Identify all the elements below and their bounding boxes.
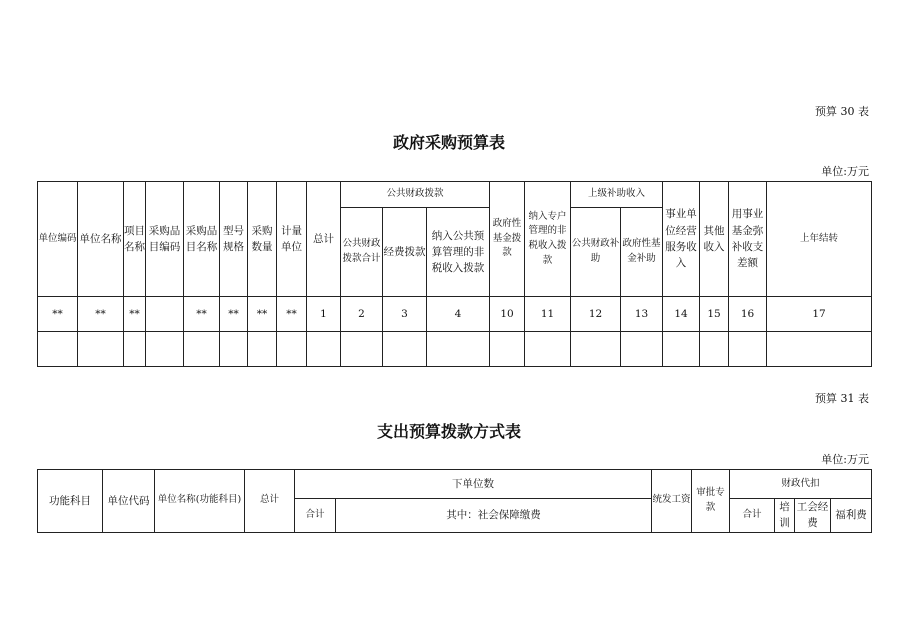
header-function-subject: 功能科目: [38, 470, 103, 533]
table-cell: **: [78, 297, 124, 332]
header-unit-name-2: 单位名称(功能科目): [155, 470, 245, 533]
table-cell: 3: [383, 297, 427, 332]
header-quantity: 采购数量: [248, 182, 277, 297]
table-cell: 4: [427, 297, 490, 332]
header-salary-payment: 统发工资: [652, 470, 692, 533]
table-cell: 1: [307, 297, 341, 332]
header-unit-code-2: 单位代码: [103, 470, 155, 533]
table-cell: [146, 297, 184, 332]
header-unit-code: 单位编码: [38, 182, 78, 297]
header-total: 总计: [307, 182, 341, 297]
unit-label-1: 单位:万元: [821, 165, 869, 178]
procurement-budget-table: [37, 181, 872, 367]
header-union-fund: 工会经费: [795, 499, 831, 533]
header-superior-gov-fund: 政府性基金补助: [621, 208, 663, 297]
header-social-security: 其中：社会保障缴费: [336, 499, 652, 533]
table-cell: **: [277, 297, 307, 332]
header-unit-name: 单位名称: [78, 182, 124, 297]
header-training: 培训: [775, 499, 795, 533]
table-cell: 16: [729, 297, 767, 332]
table-cell: 12: [571, 297, 621, 332]
header-carryover: 上年结转: [767, 182, 872, 297]
table-cell: 14: [663, 297, 700, 332]
table-30-label: 预算 30 表: [815, 105, 869, 118]
header-lower-unit-count: 下单位数: [295, 470, 652, 499]
table-cell: 13: [621, 297, 663, 332]
header-reserve-fund: 用事业基金弥补收支差额: [729, 182, 767, 297]
header-superior-subsidy: 上级补助收入: [571, 182, 663, 208]
header-project-name: 项目名称: [124, 182, 146, 297]
header-business-income: 事业单位经营服务收入: [663, 182, 700, 297]
header-funding-appropriation: 经费拨款: [383, 208, 427, 297]
header-superior-public-finance: 公共财政补助: [571, 208, 621, 297]
header-item-name: 采购品目名称: [184, 182, 220, 297]
table-cell: 10: [490, 297, 525, 332]
header-withholding-total: 合计: [730, 499, 775, 533]
table-cell: **: [248, 297, 277, 332]
header-special-account: 纳入专户管理的非税收入拨款: [525, 182, 571, 297]
page-title-procurement: 政府采购预算表: [392, 133, 505, 152]
header-measure-unit: 计量单位: [277, 182, 307, 297]
header-public-finance: 公共财政拨款: [341, 182, 490, 208]
expenditure-appropriation-table: [37, 469, 872, 533]
table-cell: 15: [700, 297, 729, 332]
header-non-tax-income: 纳入公共预算管理的非税收入拨款: [427, 208, 490, 297]
table-31-label: 预算 31 表: [815, 392, 869, 405]
header-subtotal: 合计: [295, 499, 336, 533]
header-special-approval: 审批专款: [692, 470, 730, 533]
table-row-empty: [38, 332, 872, 367]
table-cell: 11: [525, 297, 571, 332]
table-cell: 17: [767, 297, 872, 332]
header-welfare: 福利费: [831, 499, 872, 533]
header-model-spec: 型号规格: [220, 182, 248, 297]
header-other-income: 其他收入: [700, 182, 729, 297]
header-total-2: 总计: [245, 470, 295, 533]
header-finance-withholding: 财政代扣: [730, 470, 872, 499]
table-cell: **: [38, 297, 78, 332]
header-item-code: 采购品目编码: [146, 182, 184, 297]
unit-label-2: 单位:万元: [821, 453, 869, 466]
table-cell: **: [184, 297, 220, 332]
table-cell: **: [220, 297, 248, 332]
header-gov-fund: 政府性基金拨款: [490, 182, 525, 297]
table-cell: 2: [341, 297, 383, 332]
page-title-expenditure: 支出预算拨款方式表: [376, 422, 521, 441]
table-row: [38, 297, 872, 332]
header-public-finance-total: 公共财政拨款合计: [341, 208, 383, 297]
table-cell: **: [124, 297, 146, 332]
